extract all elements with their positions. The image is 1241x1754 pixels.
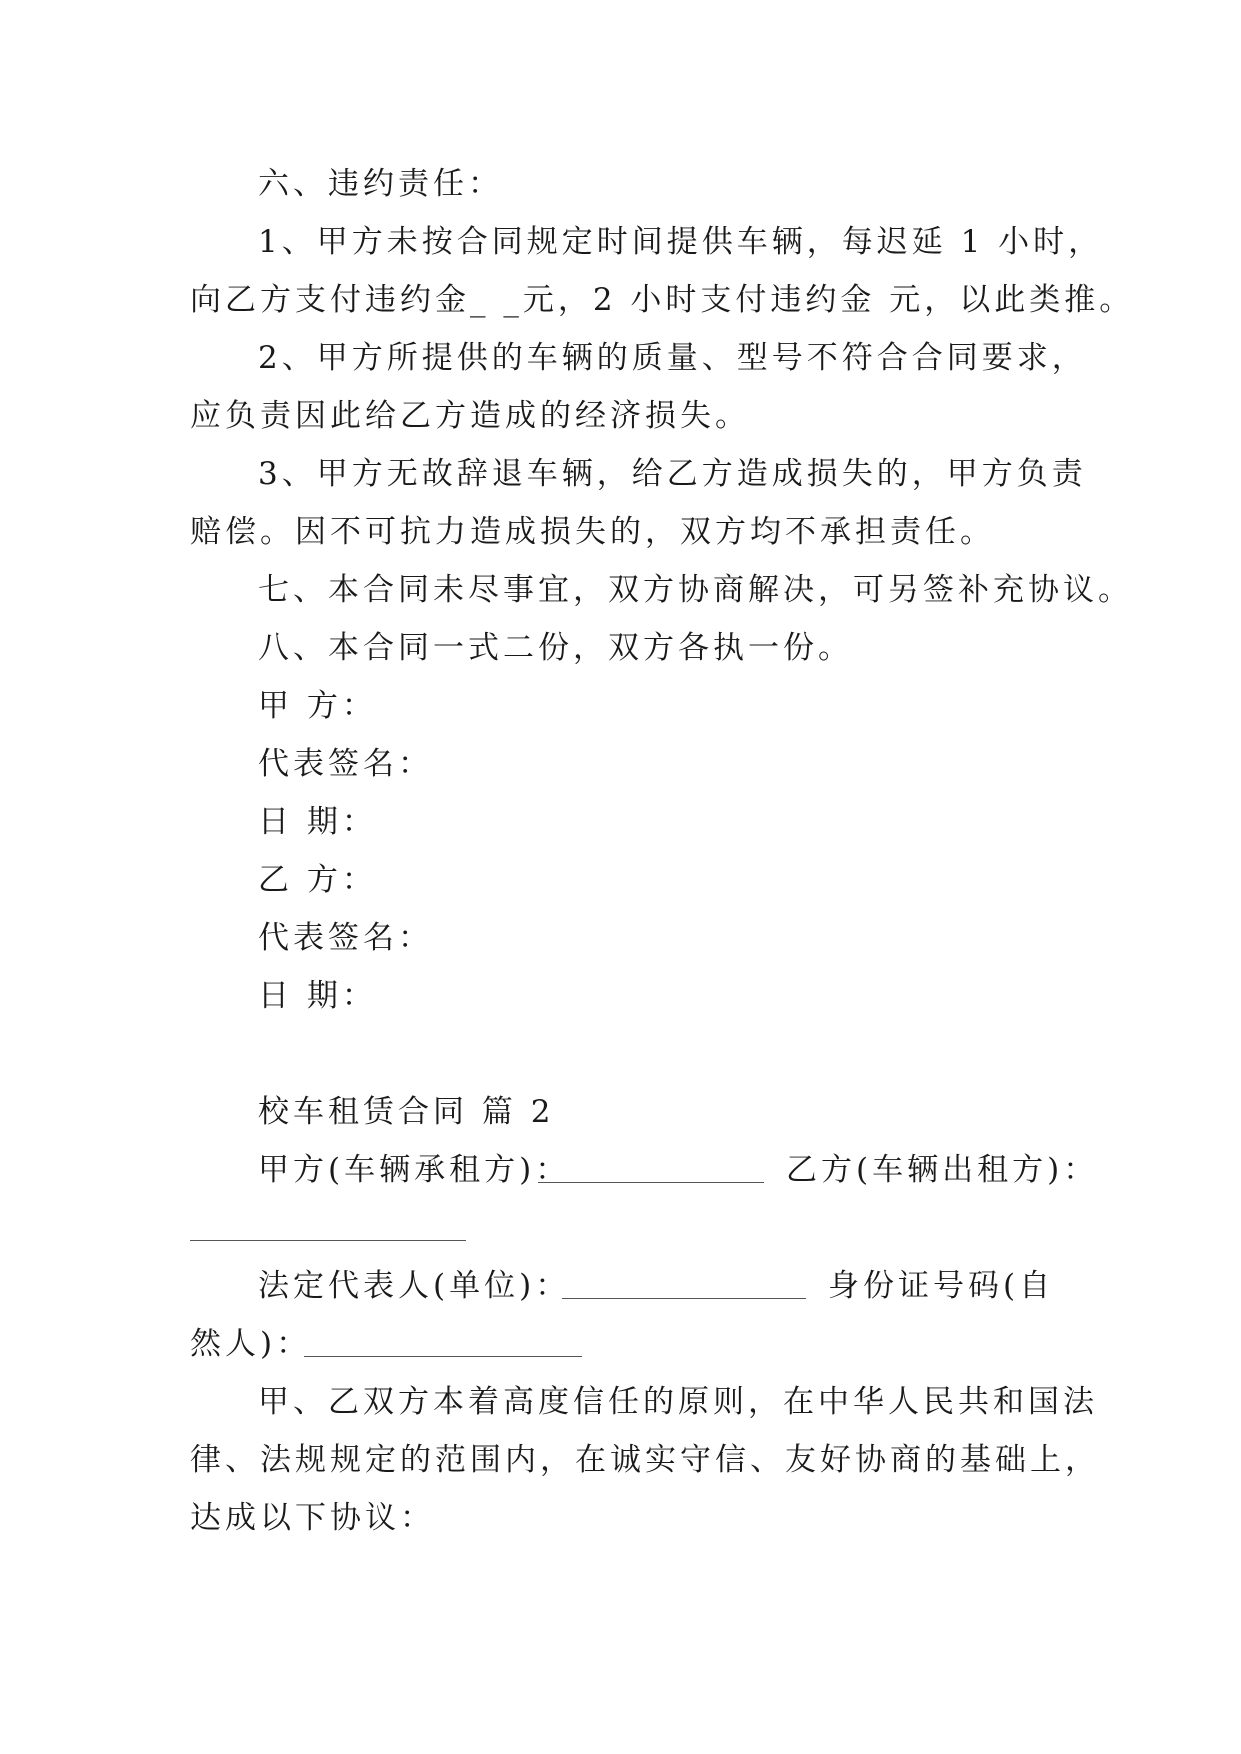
intro-line-3: 达成以下协议：	[190, 1500, 435, 1536]
clause-6-1-line-1: 1、甲方未按合同规定时间提供车辆，每迟延 1 小时，	[258, 224, 1104, 260]
party-a-label: 甲 方：	[258, 688, 377, 724]
party-a-blank-line	[538, 1181, 764, 1183]
party-a-date-label: 日 期：	[258, 804, 377, 840]
clause-6-3-line-1: 3、甲方无故辞退车辆，给乙方造成损失的，甲方负责	[258, 456, 1087, 492]
party-b-rep-label: 代表签名：	[258, 920, 433, 956]
contract-2-party-a-label: 甲方(车辆承租方)：	[258, 1152, 571, 1188]
clause-6-2-line-1: 2、甲方所提供的车辆的质量、型号不符合合同要求，	[258, 340, 1087, 376]
intro-line-2: 律、法规规定的范围内，在诚实守信、友好协商的基础上，	[190, 1442, 1100, 1478]
party-b-label: 乙 方：	[258, 862, 377, 898]
section-6-heading: 六、违约责任：	[258, 166, 503, 202]
party-b-blank-line	[190, 1239, 466, 1241]
contract-2-party-b-label: 乙方(车辆出租方)：	[786, 1152, 1099, 1188]
clause-6-1-line-2: 向乙方支付违约金_ _元，2 小时支付违约金 元，以此类推。	[190, 282, 1135, 318]
id-number-label-line-1: 身份证号码(自	[828, 1268, 1055, 1304]
clause-6-3-line-2: 赔偿。因不可抗力造成损失的，双方均不承担责任。	[190, 514, 995, 550]
id-number-label-line-2: 然人)：	[190, 1326, 312, 1362]
section-8: 八、本合同一式二份，双方各执一份。	[258, 630, 853, 666]
section-7: 七、本合同未尽事宜，双方协商解决，可另签补充协议。	[258, 572, 1133, 608]
legal-rep-label: 法定代表人(单位)：	[258, 1268, 571, 1304]
intro-line-1: 甲、乙双方本着高度信任的原则，在中华人民共和国法	[258, 1384, 1098, 1420]
id-number-blank-line	[304, 1355, 582, 1357]
clause-6-2-line-2: 应负责因此给乙方造成的经济损失。	[190, 398, 750, 434]
legal-rep-blank-line	[562, 1297, 806, 1299]
contract-2-title: 校车租赁合同 篇 2	[258, 1094, 555, 1130]
party-a-rep-label: 代表签名：	[258, 746, 433, 782]
party-b-date-label: 日 期：	[258, 978, 377, 1014]
